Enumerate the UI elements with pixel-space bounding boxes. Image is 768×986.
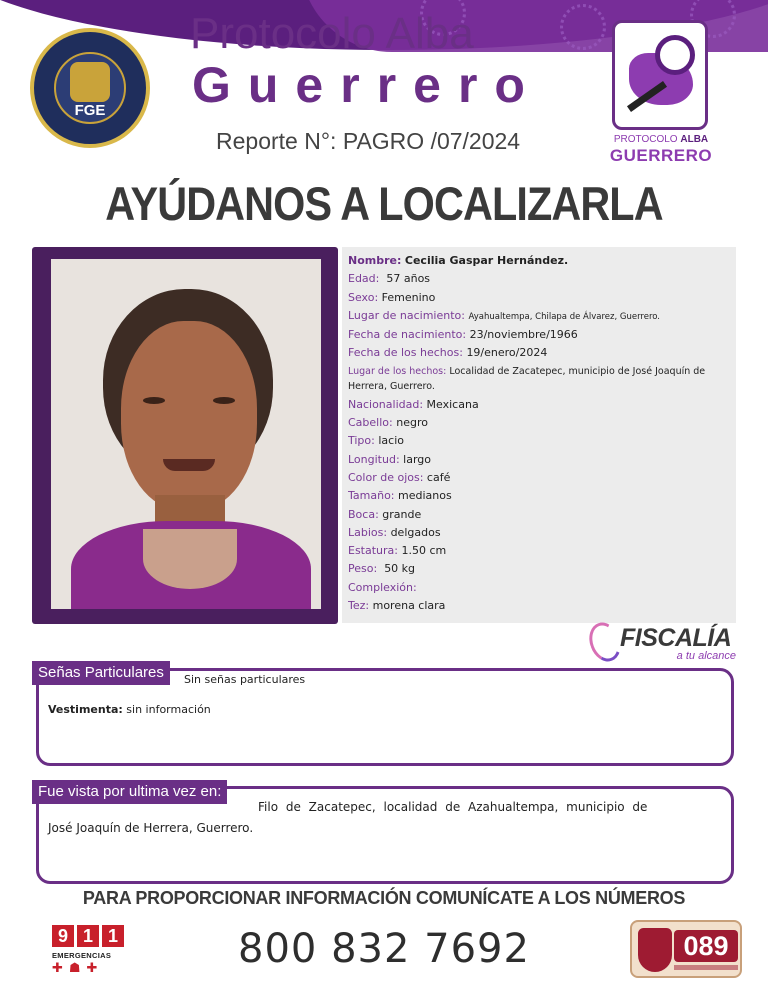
hair-value: negro (396, 416, 428, 430)
fiscalia-word: FISCALÍA (620, 624, 732, 652)
protocolo-alba-logo (612, 20, 708, 130)
missing-person-photo (51, 259, 321, 609)
photo-mouth (163, 459, 215, 471)
weight-label: Peso: (348, 562, 378, 576)
flower-ornament (560, 4, 606, 50)
build-label: Complexión: (348, 580, 417, 594)
detail-nationality (348, 396, 730, 414)
detail-hair (348, 414, 730, 432)
mouth-value: grande (382, 507, 422, 521)
mouth-label: Boca: (348, 507, 379, 521)
logo-caption-1 (604, 134, 718, 145)
shield-icon (638, 928, 672, 972)
photo-eye (143, 397, 165, 404)
birthplace-label: Lugar de nacimiento: (348, 308, 465, 322)
event-place-label: Lugar de los hechos: (348, 365, 447, 377)
seal-crest-icon (70, 62, 110, 102)
clothing-value: sin información (126, 703, 211, 716)
eye-color-label: Color de ojos: (348, 470, 424, 484)
type-label: Tipo: (348, 434, 375, 448)
fiscalia-slogan: a tu alcance (676, 650, 736, 662)
complexion-label: Tez: (348, 599, 370, 613)
detail-event-date (348, 344, 730, 362)
detail-name (348, 252, 730, 270)
person-details (342, 247, 736, 623)
detail-sex (348, 289, 730, 307)
length-value: largo (403, 452, 431, 466)
photo-eye (213, 397, 235, 404)
magnifier-icon (655, 35, 695, 75)
event-place-value: Localidad de Zacatepec, municipio de José Joaquín de Herrera, Guerrero. (348, 365, 706, 392)
emergency-digit: 9 (52, 925, 74, 947)
fge-seal-logo (30, 28, 150, 148)
seal-text: FGE (74, 102, 106, 119)
last-seen-tab: Fue vista por ultima vez en: (32, 780, 227, 804)
height-label: Estatura: (348, 544, 398, 558)
logo-caption-2: GUERRERO (609, 146, 713, 165)
detail-mouth (348, 506, 730, 524)
name-label: Nombre: (348, 254, 402, 267)
height-value: 1.50 cm (401, 544, 447, 558)
name-value: Cecilia Gaspar Hernández. (404, 254, 569, 267)
emergency-digit: 1 (102, 925, 124, 947)
anonymous-number: 089 (674, 930, 738, 962)
detail-age (348, 270, 730, 288)
size-value: medianos (398, 489, 452, 503)
nationality-value: Mexicana (426, 397, 479, 411)
emergency-services-icons: ✚☗✚ (52, 961, 104, 976)
detail-birthplace (348, 307, 730, 326)
phone-number: 800 832 7692 (238, 926, 530, 972)
headline: AYÚDANOS A LOCALIZARLA (105, 177, 663, 230)
eye-color-value: café (426, 470, 451, 484)
age-value: 57 años (386, 272, 431, 286)
lips-value: delgados (390, 525, 441, 539)
event-date-value: 19/enero/2024 (466, 346, 548, 360)
detail-height (348, 542, 730, 560)
title-line-2: Guerrero (192, 57, 542, 113)
birthdate-value: 23/noviembre/1966 (469, 328, 578, 342)
emergency-digit: 1 (77, 925, 99, 947)
logo-caption-alba: ALBA (680, 134, 709, 145)
weight-value: 50 kg (384, 562, 416, 576)
sex-label: Sexo: (348, 290, 379, 304)
detail-birthdate (348, 326, 730, 344)
detail-complexion (348, 597, 730, 615)
detail-type (348, 432, 730, 450)
call-to-action: PARA PROPORCIONAR INFORMACIÓN COMUNÍCATE A LOS NÚMEROS (82, 888, 686, 908)
senas-value: Sin señas particulares (184, 673, 306, 686)
fiscalia-logo (588, 622, 738, 666)
event-date-label: Fecha de los hechos: (348, 346, 463, 360)
report-value: PAGRO /07/2024 (342, 128, 521, 154)
birthdate-label: Fecha de nacimiento: (348, 328, 467, 342)
report-number (216, 128, 520, 155)
size-label: Tamaño: (348, 489, 395, 503)
last-seen-line-1: Filo de Zacatepec, localidad de Azahualtempa, municipio de (258, 800, 648, 814)
birthplace-value: Ayahualtempa, Chilapa de Álvarez, Guerrero. (468, 311, 661, 322)
senas-tab: Señas Particulares (32, 661, 170, 685)
emergency-label: EMERGENCIAS (52, 951, 112, 960)
nationality-label: Nacionalidad: (348, 397, 424, 411)
lips-label: Labios: (348, 525, 388, 539)
detail-size (348, 487, 730, 505)
detail-event-place (348, 364, 730, 394)
logo-caption-protocolo: PROTOCOLO (613, 134, 678, 145)
detail-eye-color (348, 469, 730, 487)
clothing-row (48, 703, 211, 716)
report-label: Reporte N°: (216, 128, 337, 154)
detail-build (348, 579, 730, 597)
age-label: Edad: (348, 272, 380, 286)
anonymous-subtitle-bar (674, 965, 738, 970)
photo-neckline (143, 529, 237, 589)
type-value: lacio (378, 434, 404, 448)
detail-length (348, 451, 730, 469)
complexion-value: morena clara (372, 599, 446, 613)
sex-value: Femenino (381, 290, 436, 304)
hair-label: Cabello: (348, 416, 393, 430)
anonymous-089-logo (630, 920, 742, 978)
last-seen-line-2: José Joaquín de Herrera, Guerrero. (48, 821, 254, 835)
photo-face (121, 321, 257, 511)
detail-weight (348, 560, 730, 578)
detail-lips (348, 524, 730, 542)
clothing-label: Vestimenta: (48, 703, 123, 716)
title-line-1: Protocolo Alba (190, 9, 474, 58)
length-label: Longitud: (348, 452, 400, 466)
